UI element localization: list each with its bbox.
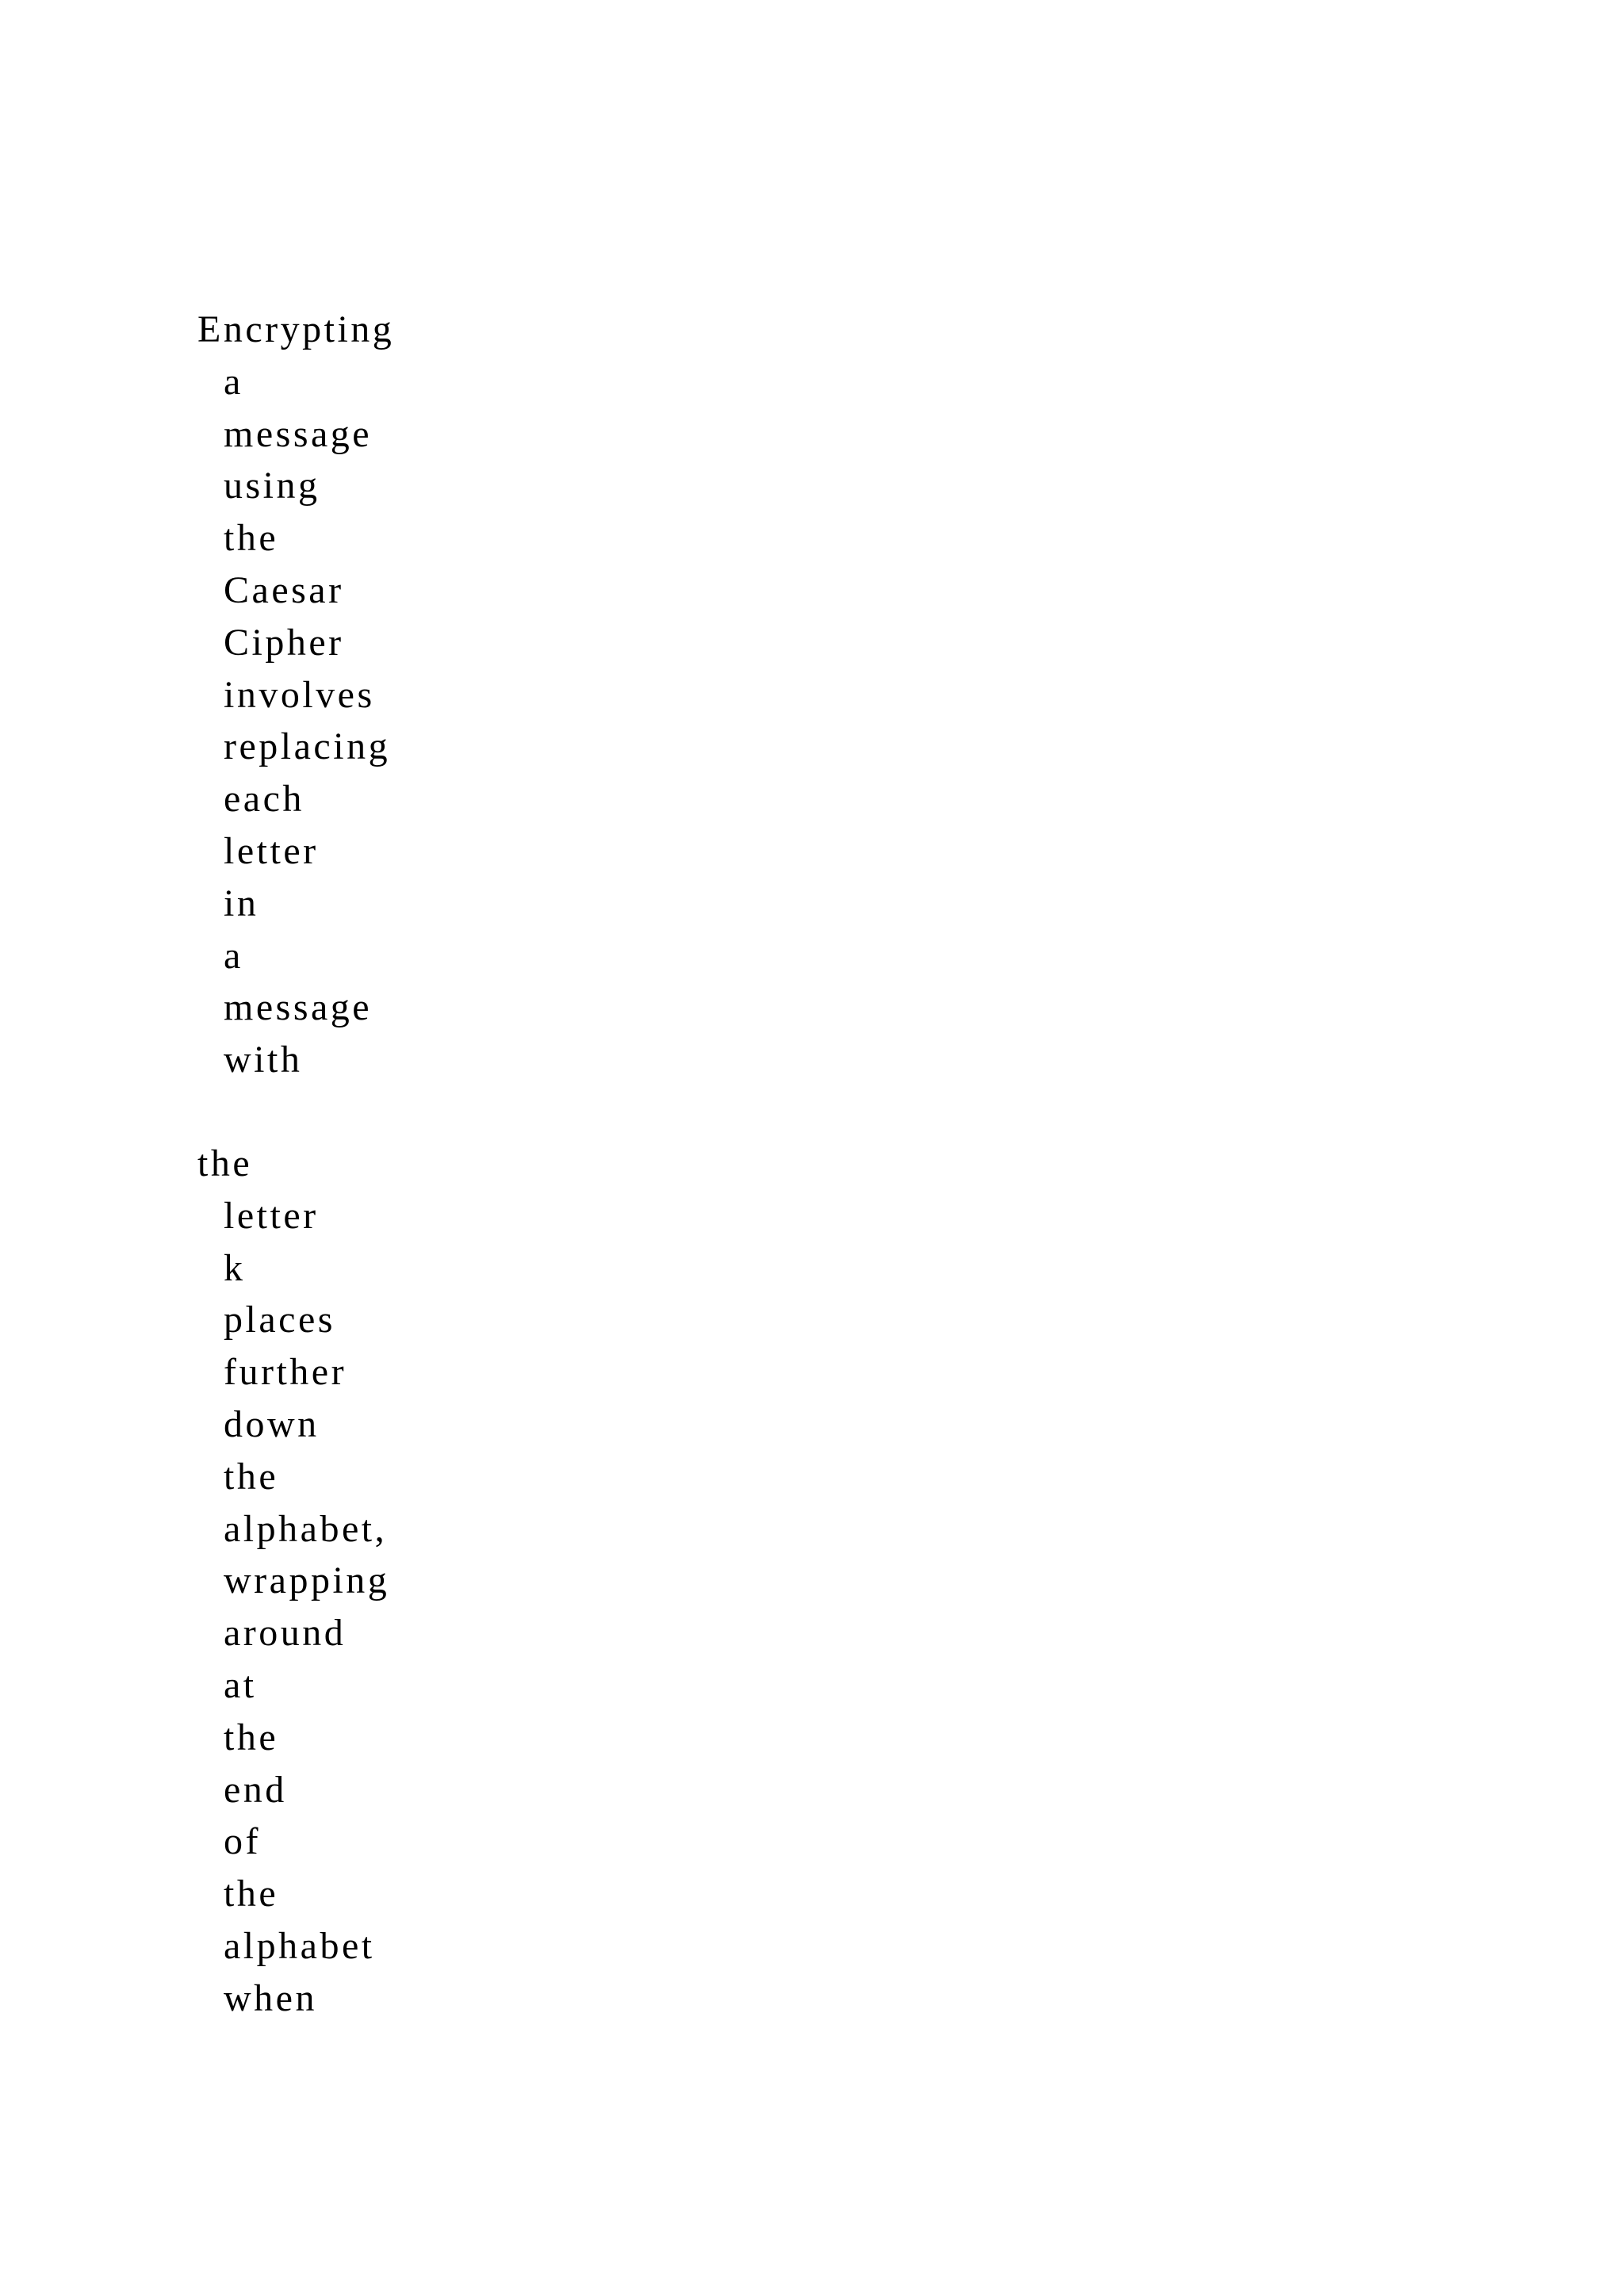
word: the bbox=[224, 1873, 279, 1915]
paragraph-1 bbox=[197, 304, 394, 1086]
word: places bbox=[224, 1299, 335, 1341]
word: around bbox=[224, 1612, 347, 1655]
word: when bbox=[224, 1976, 317, 2019]
word: message bbox=[224, 986, 373, 1029]
word: the bbox=[224, 1716, 279, 1758]
word: alphabet, bbox=[224, 1507, 388, 1550]
word: in bbox=[224, 882, 259, 924]
word: letter bbox=[224, 1194, 319, 1237]
word: at bbox=[224, 1663, 257, 1706]
word: with bbox=[224, 1039, 303, 1081]
word: Cipher bbox=[224, 621, 344, 664]
word: the bbox=[224, 1455, 279, 1498]
word: end bbox=[224, 1768, 287, 1811]
word: message bbox=[224, 412, 373, 455]
word: further bbox=[224, 1351, 347, 1394]
word: using bbox=[224, 465, 320, 507]
word: of bbox=[224, 1820, 261, 1863]
word: the bbox=[224, 517, 279, 560]
word: the bbox=[197, 1142, 253, 1184]
word: wrapping bbox=[224, 1559, 390, 1602]
word: a bbox=[224, 360, 243, 403]
word: replacing bbox=[224, 725, 391, 768]
word: letter bbox=[224, 829, 319, 872]
word: alphabet bbox=[224, 1924, 375, 1967]
word: Encrypting bbox=[197, 308, 395, 350]
word: k bbox=[224, 1246, 246, 1289]
word: involves bbox=[224, 673, 375, 716]
paragraph-2 bbox=[197, 1138, 389, 2025]
word: Caesar bbox=[224, 568, 344, 611]
word: each bbox=[224, 778, 304, 821]
word: down bbox=[224, 1402, 320, 1445]
word: a bbox=[224, 934, 243, 977]
